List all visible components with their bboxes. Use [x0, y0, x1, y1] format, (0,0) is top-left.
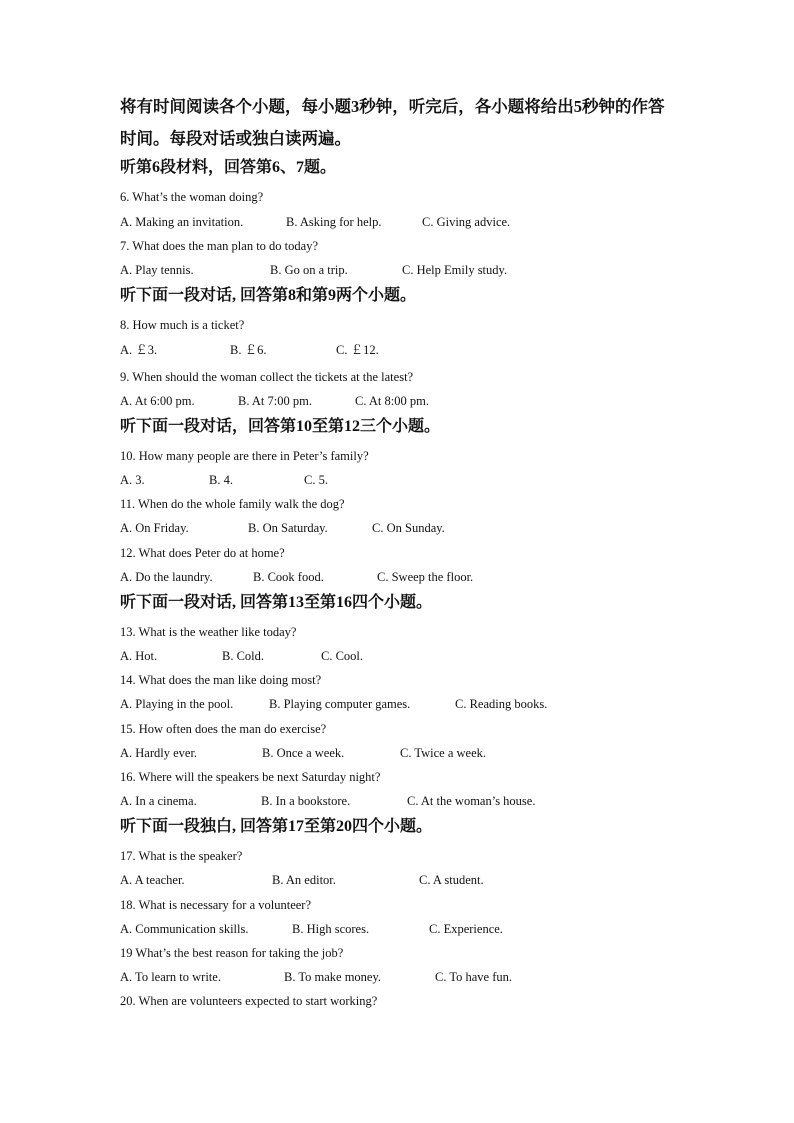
question-12: 12. What does Peter do at home? — [120, 546, 285, 560]
option-11a: A. On Friday. — [120, 521, 189, 535]
option-19c: C. To have fun. — [435, 970, 513, 984]
option-13b: B. Cold. — [222, 649, 265, 663]
option-17b: B. An editor. — [272, 873, 336, 887]
section-heading: 听下面一段对话，回答第10至第12三个小题。 — [120, 418, 441, 435]
option-8c: C. ￡12. — [336, 343, 379, 357]
option-6a: A. Making an invitation. — [120, 215, 244, 229]
question-10: 10. How many people are there in Peter’s family? — [120, 449, 369, 463]
option-11c: C. On Sunday. — [372, 521, 445, 535]
question-14: 14. What does the man like doing most? — [120, 673, 322, 687]
option-7b: B. Go on a trip. — [270, 263, 348, 277]
option-12b: B. Cook food. — [253, 570, 324, 584]
option-13c: C. Cool. — [321, 649, 364, 663]
option-6b: B. Asking for help. — [286, 215, 382, 229]
section-heading: 听第6段材料，回答第6、7题。 — [120, 159, 337, 176]
option-8a: A. ￡3. — [120, 343, 158, 357]
option-14c: C. Reading books. — [455, 697, 548, 711]
option-19a: A. To learn to write. — [120, 970, 221, 984]
question-15: 15. How often does the man do exercise? — [120, 722, 327, 736]
section-heading: 听下面一段对话, 回答第13至第16四个小题。 — [120, 594, 433, 611]
option-12a: A. Do the laundry. — [120, 570, 213, 584]
option-15c: C. Twice a week. — [400, 746, 487, 760]
option-11b: B. On Saturday. — [248, 521, 328, 535]
option-13a: A. Hot. — [120, 649, 158, 663]
question-20: 20. When are volunteers expected to start working? — [120, 994, 378, 1008]
question-9: 9. When should the woman collect the tickets at the latest? — [120, 370, 414, 384]
question-19: 19 What’s the best reason for taking the job? — [120, 946, 344, 960]
option-7a: A. Play tennis. — [120, 263, 194, 277]
question-16: 16. Where will the speakers be next Saturday night? — [120, 770, 381, 784]
option-17a: A. A teacher. — [120, 873, 185, 887]
option-9c: C. At 8:00 pm. — [355, 394, 429, 408]
option-19b: B. To make money. — [284, 970, 382, 984]
option-14b: B. Playing computer games. — [269, 697, 411, 711]
option-10b: B. 4. — [209, 473, 233, 487]
question-13: 13. What is the weather like today? — [120, 625, 297, 639]
intro-line-2: 时间。每段对话或独白读两遍。 — [120, 129, 351, 148]
option-12c: C. Sweep the floor. — [377, 570, 474, 584]
option-10c: C. 5. — [304, 473, 328, 487]
option-9b: B. At 7:00 pm. — [238, 394, 312, 408]
intro-line-1: 将有时间阅读各个小题，每小题3秒钟，听完后，各小题将给出5秒钟的作答 — [120, 97, 665, 116]
question-17: 17. What is the speaker? — [120, 849, 243, 863]
option-6c: C. Giving advice. — [422, 215, 511, 229]
option-18b: B. High scores. — [292, 922, 370, 936]
section-heading: 听下面一段对话, 回答第8和第9两个小题。 — [120, 287, 417, 304]
option-14a: A. Playing in the pool. — [120, 697, 234, 711]
option-8b: B. ￡6. — [230, 343, 267, 357]
question-6: 6. What’s the woman doing? — [120, 190, 264, 204]
question-7: 7. What does the man plan to do today? — [120, 239, 318, 253]
option-18a: A. Communication skills. — [120, 922, 249, 936]
question-8: 8. How much is a ticket? — [120, 318, 245, 332]
section-heading: 听下面一段独白, 回答第17至第20四个小题。 — [120, 818, 433, 835]
option-16b: B. In a bookstore. — [261, 794, 351, 808]
question-18: 18. What is necessary for a volunteer? — [120, 898, 312, 912]
option-15a: A. Hardly ever. — [120, 746, 198, 760]
question-11: 11. When do the whole family walk the dog? — [120, 497, 345, 511]
option-17c: C. A student. — [419, 873, 484, 887]
option-15b: B. Once a week. — [262, 746, 345, 760]
option-9a: A. At 6:00 pm. — [120, 394, 195, 408]
option-7c: C. Help Emily study. — [402, 263, 508, 277]
option-10a: A. 3. — [120, 473, 145, 487]
option-16c: C. At the woman’s house. — [407, 794, 536, 808]
option-18c: C. Experience. — [429, 922, 503, 936]
option-16a: A. In a cinema. — [120, 794, 197, 808]
